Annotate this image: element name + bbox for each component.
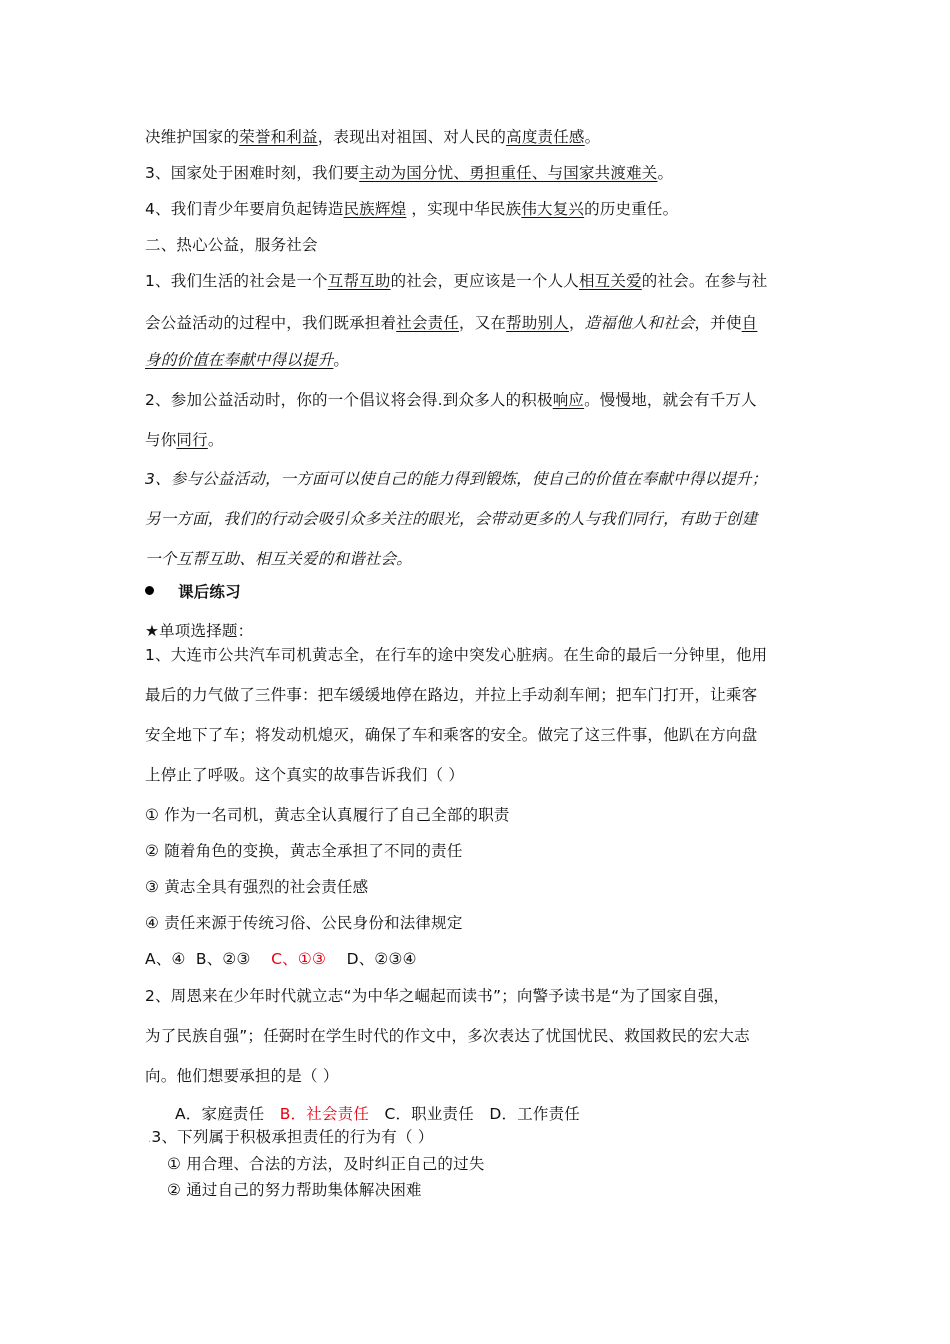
s1-line-1	[145, 127, 600, 147]
q1-options	[145, 949, 417, 969]
q3-item-1: ① 用合理、合法的方法，及时纠正自己的过失	[167, 1155, 485, 1173]
text: 1、我们生活的社会是一个	[145, 272, 328, 290]
s2-p2-line-2	[145, 430, 224, 450]
underlined-text: 同行	[176, 431, 208, 449]
s2-p3-line-1: 3、参与公益活动，一方面可以使自己的能力得到锻炼，使自己的价值在奉献中得以提升；	[145, 470, 768, 488]
text: 3、下列属于积极承担责任的行为有（ ）	[151, 1128, 434, 1146]
text: 的社会。在参与社	[641, 272, 768, 290]
q1-line-1: 1、大连市公共汽车司机黄志全，在行车的途中突发心脏病。在生命的最后一分钟里，他用	[145, 646, 768, 664]
text: ，并使	[694, 314, 742, 332]
text: 。	[657, 164, 674, 182]
text: 决维护国家的	[145, 128, 240, 146]
text: 的社会，更应该是一个人人	[390, 272, 579, 290]
underlined-text: 响应	[552, 391, 585, 409]
underlined-text: 社会责任	[396, 314, 460, 332]
underlined-text: 帮助别人	[506, 314, 569, 332]
underlined-text: 相互关爱	[578, 272, 642, 290]
s1-line-3	[145, 199, 678, 219]
q1-line-2: 最后的力气做了三件事：把车缓缓地停在路边，并拉上手动刹车闸；把车门打开，让乘客	[145, 686, 758, 704]
text: ，	[568, 314, 585, 332]
s2-p3-line-2: 另一方面，我们的行动会吸引众多关注的眼光，会带动更多的人与我们同行，有助于创建	[145, 510, 758, 528]
q1-item-1: ① 作为一名司机，黄志全认真履行了自己全部的职责	[145, 806, 510, 824]
q1-item-3: ③ 黄志全具有强烈的社会责任感	[145, 878, 369, 896]
bullet-icon	[145, 586, 154, 595]
stray-dot: .	[148, 1134, 152, 1145]
underlined-text: 主动为国分忧、勇担重任、与国家共渡难关	[359, 164, 658, 182]
s2-p2-line-1	[145, 390, 757, 410]
underlined-text: 身的价值在奉献中得以提升	[145, 351, 334, 369]
q2-options	[175, 1104, 580, 1124]
text: 会公益活动的过程中，我们既承担着	[145, 314, 397, 332]
s1-line-2	[145, 163, 673, 183]
q2-line-3: 向。他们想要承担的是（ ）	[145, 1067, 339, 1085]
text: ，又在	[459, 314, 507, 332]
question-type: ★单项选择题：	[145, 622, 254, 640]
text: 。	[207, 431, 224, 449]
underlined-text: 荣誉和利益	[239, 128, 318, 146]
underlined-text: 伟大复兴	[521, 200, 585, 218]
text: ，表现出对祖国、对人民的	[317, 128, 507, 146]
q1-line-3: 安全地下了车；将发动机熄灭，确保了车和乘客的安全。做完了这三件事，他趴在方向盘	[145, 726, 758, 744]
option-b-answer: B．社会责任	[279, 1105, 370, 1123]
text: 3、国家处于困难时刻，我们要	[145, 164, 360, 182]
underlined-text: 互帮互助	[327, 272, 391, 290]
q3-stem	[148, 1127, 433, 1150]
option-c: C．职业责任	[384, 1105, 474, 1123]
underlined-text: 民族辉煌	[343, 200, 407, 218]
option-c-answer: C、①③	[271, 950, 327, 968]
underlined-text: 高度责任感	[506, 128, 585, 146]
option-a: A．家庭责任	[175, 1105, 265, 1123]
q1-line-4: 上停止了呼吸。这个真实的故事告诉我们（ ）	[145, 766, 465, 784]
q2-line-1: 2、周恩来在少年时代就立志“为中华之崛起而读书”；向警予读书是“为了国家自强，	[145, 987, 730, 1005]
option-a: A、④	[145, 950, 186, 968]
q2-line-2: 为了民族自强”；任弼时在学生时代的作文中，多次表达了忧国忧民、救国救民的宏大志	[145, 1027, 750, 1045]
text: ，实现中华民族	[406, 200, 522, 218]
s2-p1-line-3	[145, 350, 349, 370]
section-heading: 二、热心公益，服务社会	[145, 236, 318, 254]
underlined-text: 自	[741, 314, 758, 332]
option-b: B、②③	[195, 950, 251, 968]
italic-text: 造福他人和社会	[584, 314, 695, 332]
s2-p1-line-1	[145, 271, 767, 291]
text: 4、我们青少年要肩负起铸造	[145, 200, 344, 218]
option-d: D．工作责任	[489, 1105, 580, 1123]
text: 的历史重任。	[584, 200, 679, 218]
s2-p3-line-3: 一个互帮互助、相互关爱的和谐社会。	[145, 550, 412, 568]
q3-item-2: ② 通过自己的努力帮助集体解决困难	[167, 1181, 422, 1199]
exercise-title: 课后练习	[178, 583, 241, 601]
text: 。慢慢地，就会有千万人	[584, 391, 757, 409]
text: 。	[584, 128, 601, 146]
q1-item-4: ④ 责任来源于传统习俗、公民身份和法律规定	[145, 914, 463, 932]
option-d: D、②③④	[346, 950, 417, 968]
s2-p1-line-2	[145, 313, 757, 333]
q1-item-2: ② 随着角色的变换，黄志全承担了不同的责任	[145, 842, 463, 860]
text: 。	[333, 351, 350, 369]
text: 2、参加公益活动时，你的一个倡议将会得.到众多人的积极	[145, 391, 553, 409]
text: 与你	[145, 431, 177, 449]
